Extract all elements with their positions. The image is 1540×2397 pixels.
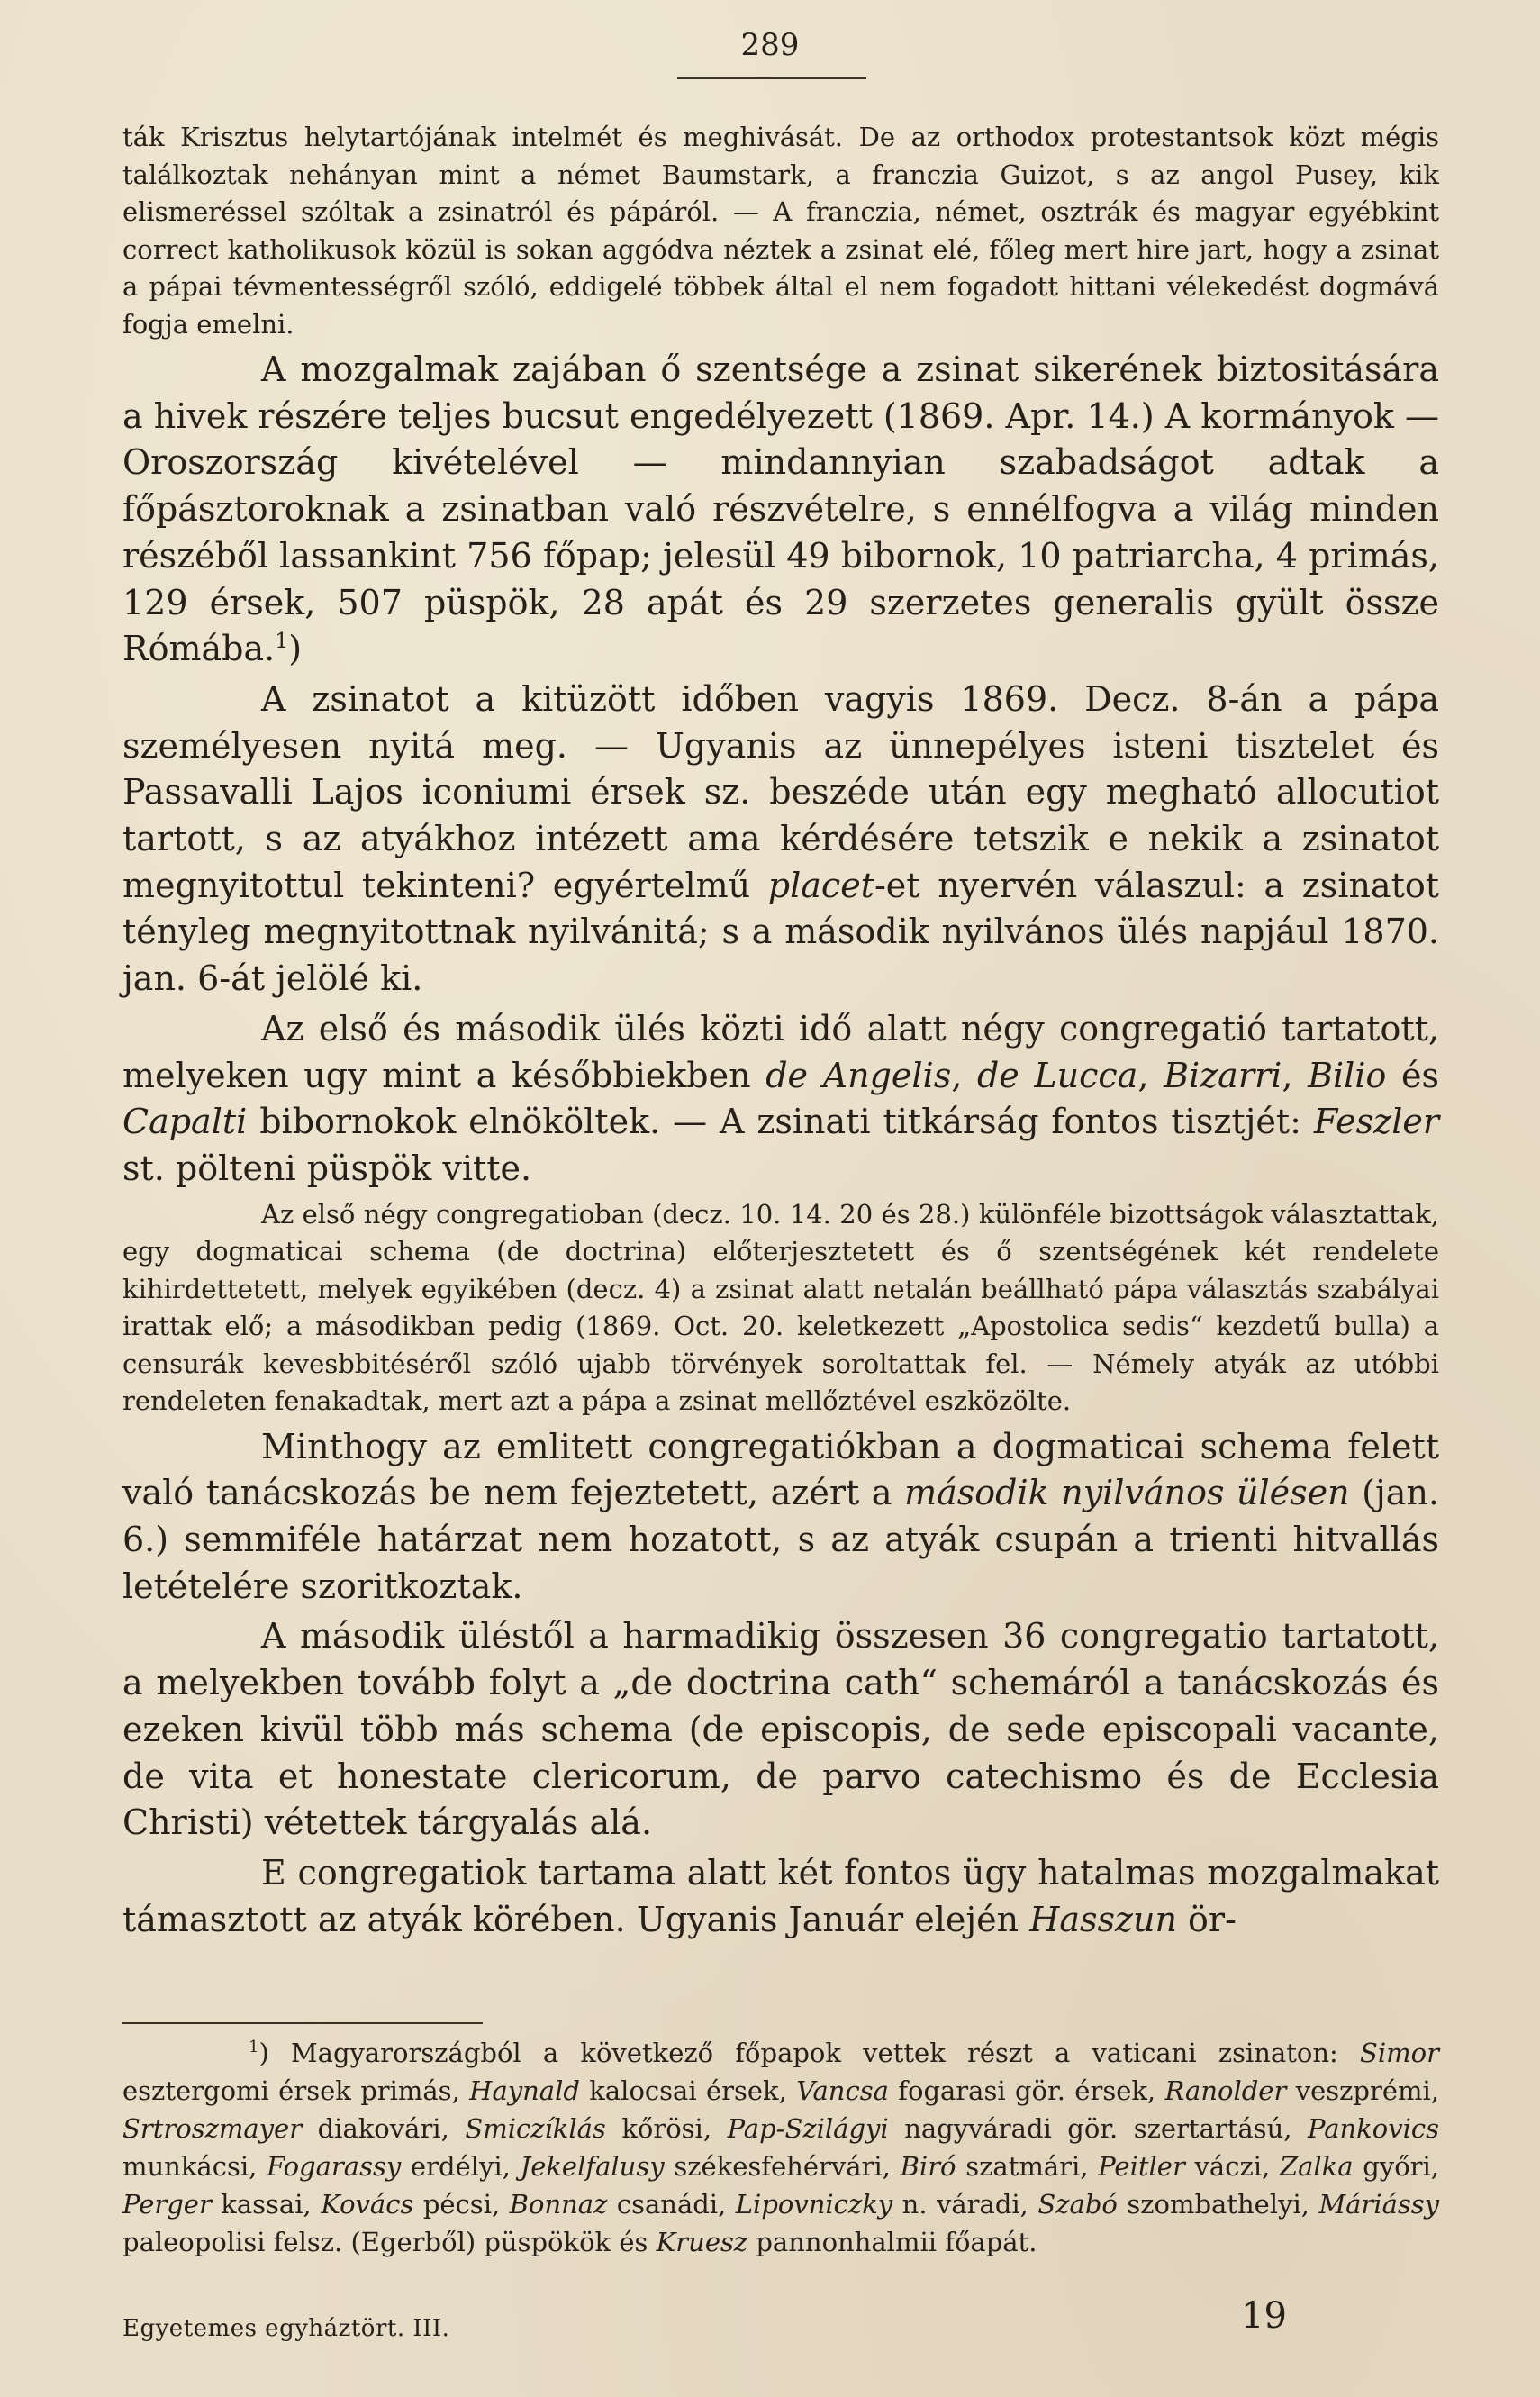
italic-text: Hasszun — [1029, 1899, 1177, 1939]
text-run: fogarasi gör. érsek, — [888, 2075, 1165, 2106]
italic-text: Szabó — [1037, 2189, 1118, 2220]
text-run: paleopolisi felsz. (Egerből) püspökök és — [122, 2227, 657, 2257]
italic-text: Máriássy — [1318, 2189, 1440, 2220]
text-run: kassai, — [211, 2189, 322, 2220]
text-run: A második üléstől a harmadikig összesen 36 congregatio tartatott, a melyekben tovább folyt a „de doctrina cath“ schemáról a tanácskozás és ezeken kivül több más schema (de episcopis, de sede episcopali vacante, de vita et honestate clericorum, de parvo catechismo és de Ecclesia Christi) vétettek tárgyalás alá. — [122, 1616, 1439, 1843]
footnote-rule — [122, 2022, 483, 2024]
text-run: esztergomi érsek primás, — [122, 2075, 470, 2106]
text-run: E congregatiok tartama alatt két fontos ügy hatalmas mozgalmakat támasztott az atyák körében. Ugyanis Január elején — [122, 1852, 1439, 1939]
italic-text: Srtroszmayer — [122, 2113, 303, 2144]
text-run: (jan. 6.) semmiféle határzat nem hozatott, s az atyák csupán a trienti hitvallás letételére szoritkoztak. — [122, 1473, 1439, 1606]
italic-text: Bizarri — [1164, 1055, 1282, 1095]
italic-text: második nyilvános ülésen — [904, 1473, 1350, 1513]
italic-text: Zalka — [1279, 2151, 1354, 2182]
italic-text: Fogarassy — [267, 2151, 402, 2182]
italic-text: Lipovniczky — [735, 2189, 893, 2220]
italic-text: Biró — [900, 2151, 956, 2182]
paragraph — [122, 1424, 1439, 1611]
text-run: bibornokok elnököltek. — A zsinati titkárság fontos tisztjét: — [247, 1102, 1314, 1142]
italic-text: de Lucca — [976, 1055, 1138, 1095]
footnote-text — [122, 2034, 1439, 2261]
paragraph — [122, 1613, 1439, 1847]
italic-text: Feszler — [1313, 1102, 1439, 1142]
text-run: pécsi, — [413, 2189, 510, 2220]
text-run: , — [1282, 1055, 1309, 1095]
italic-text: Pankovics — [1308, 2113, 1439, 2144]
text-run: csanádi, — [607, 2189, 736, 2220]
text-run: Az első négy congregatioban (decz. 10. 14. 20 és 28.) különféle bizottságok választattak, egy dogmaticai schema (de doctrina) előterjesztetett és ő szentségének két rendelete kihirdettetett, melyek egyikében (decz. 4) a zsinat alatt netalán beállható pápa választás szabályai irattak elő; a másodikban pedig (1869. Oct. 20. keletkezett „Apostolica sedis“ kezdetű bulla) a censurák kevesbbitéséről szóló ujabb törvények soroltattak fel. — Némely atyák az utóbbi rendeleten fenakadtak, mert azt a pápa a zsinat mellőztével eszközölte. — [122, 1198, 1439, 1417]
italic-text: Kruesz — [656, 2227, 748, 2257]
text-run: pannonhalmii főapát. — [747, 2227, 1037, 2257]
text-run: ták Krisztus helytartójának intelmét és meghivását. De az orthodox protestantsok közt mégis találkoztak nehányan mint a német Baumstark, a franczia Guizot, s az angol Pusey, kik elismeréssel szóltak a zsinatról és pápáról. — A franczia, német, osztrák és magyar egyébkint correct katholikusok közül is sokan aggódva néztek a zsinat elé, főleg mert hire jart, hogy a zsinat a pápai tévmentességről szóló, eddigelé többek által el nem fogadott hittani vélekedést dogmává fogja emelni. — [122, 122, 1439, 340]
text-run: győri, — [1353, 2151, 1440, 2182]
italic-text: Jekelfalusy — [520, 2151, 665, 2182]
text-run: -et nyervén válaszul: a zsinatot tényleg megnyitottnak nyilvánitá; s a második nyilvános ülés napjául 1870. jan. 6-át jelölé ki. — [122, 865, 1439, 999]
sheet-number: 19 — [1241, 2295, 1287, 2337]
text-run: diakovári, — [302, 2113, 466, 2144]
paragraph — [122, 1006, 1439, 1193]
paragraph — [122, 347, 1439, 673]
text-run: , — [951, 1055, 977, 1095]
italic-text: Vancsa — [796, 2075, 889, 2106]
italic-text: placet — [767, 865, 874, 905]
text-run: A mozgalmak zajában ő szentsége a zsinat sikerének biztositására a hivek részére teljes bucsut engedélyezett (1869. Apr. 14.) A kormányok — Oroszország kivételével — mindannyian szabadságot adtak a főpásztoroknak a zsinatban való részvételre, s ennélfogva a világ minden részéből lassankint 756 főpap; jelesül 49 bibornok, 10 patriarcha, 4 primás, 129 érsek, 507 püspök, 28 apát és 29 szerzetes generalis gyült össze Rómába. — [122, 350, 1439, 669]
italic-text: Bilio — [1308, 1055, 1387, 1095]
text-run: szatmári, — [956, 2151, 1099, 2182]
italic-text: Kovács — [321, 2189, 414, 2220]
italic-text: Perger — [122, 2189, 212, 2220]
page-number: 289 — [740, 27, 800, 63]
italic-text: de Angelis — [765, 1055, 952, 1095]
text-run: kalocsai érsek, — [579, 2075, 797, 2106]
text-run: veszprémi, — [1286, 2075, 1439, 2106]
text-run: nagyváradi gör. szertartású, — [888, 2113, 1308, 2144]
text-run: váczi, — [1184, 2151, 1280, 2182]
text-run: Minthogy az emlitett congregatiókban a dogmaticai schema felett való tanácskozás be nem fejeztetett, azért a — [122, 1426, 1439, 1513]
paragraph — [122, 1196, 1439, 1421]
signature-line: Egyetemes egyháztört. III. — [122, 2315, 450, 2342]
italic-text: Smiczíklás — [465, 2113, 606, 2144]
italic-text: Haynald — [469, 2075, 580, 2106]
text-run: munkácsi, — [122, 2151, 267, 2182]
text-run: székesfehérvári, — [664, 2151, 901, 2182]
italic-text: Simor — [1360, 2038, 1439, 2068]
paragraph — [122, 1850, 1439, 1943]
italic-text: Capalti — [122, 1102, 248, 1142]
text-run: ) Magyarországból a következő főpapok vettek részt a vaticani zsinaton: — [258, 2038, 1361, 2068]
text-run: n. váradi, — [892, 2189, 1038, 2220]
footnote-marker: 1 — [275, 628, 289, 654]
italic-text: Peitler — [1098, 2151, 1185, 2182]
text-run: st. pölteni püspök vitte. — [122, 1148, 532, 1188]
text-run: A zsinatot a kitüzött időben vagyis 1869. Decz. 8-án a pápa személyesen nyitá meg. — Ugyanis az ünnepélyes isteni tisztelet és Passavalli Lajos iconiumi érsek sz. beszéde után egy megható allocutiot tartott, s az atyákhoz intézett ama kérdésére tetszik e nekik a zsinatot megnyitottul tekinteni? egyértelmű — [122, 678, 1439, 905]
italic-text: Pap-Szilágyi — [727, 2113, 889, 2144]
text-run: Az első és második ülés közti idő alatt négy congregatió tartatott, melyeken ugy mint a későbbiekben — [122, 1008, 1439, 1095]
text-run: és — [1386, 1055, 1439, 1095]
header-rule — [677, 77, 866, 79]
text-run: ör- — [1176, 1899, 1237, 1939]
text-run: erdélyi, — [401, 2151, 521, 2182]
italic-text: Bonnaz — [509, 2189, 608, 2220]
paragraph — [122, 676, 1439, 1003]
text-run: , — [1137, 1055, 1164, 1095]
footnote — [122, 2034, 1439, 2261]
text-run: szombathelyi, — [1117, 2189, 1319, 2220]
paragraph — [122, 119, 1439, 343]
body-text — [122, 119, 1439, 1943]
italic-text: Ranolder — [1164, 2075, 1287, 2106]
text-run: kőrösi, — [605, 2113, 728, 2144]
footnote-marker: 1 — [249, 2038, 259, 2057]
text-run: ) — [288, 629, 303, 669]
